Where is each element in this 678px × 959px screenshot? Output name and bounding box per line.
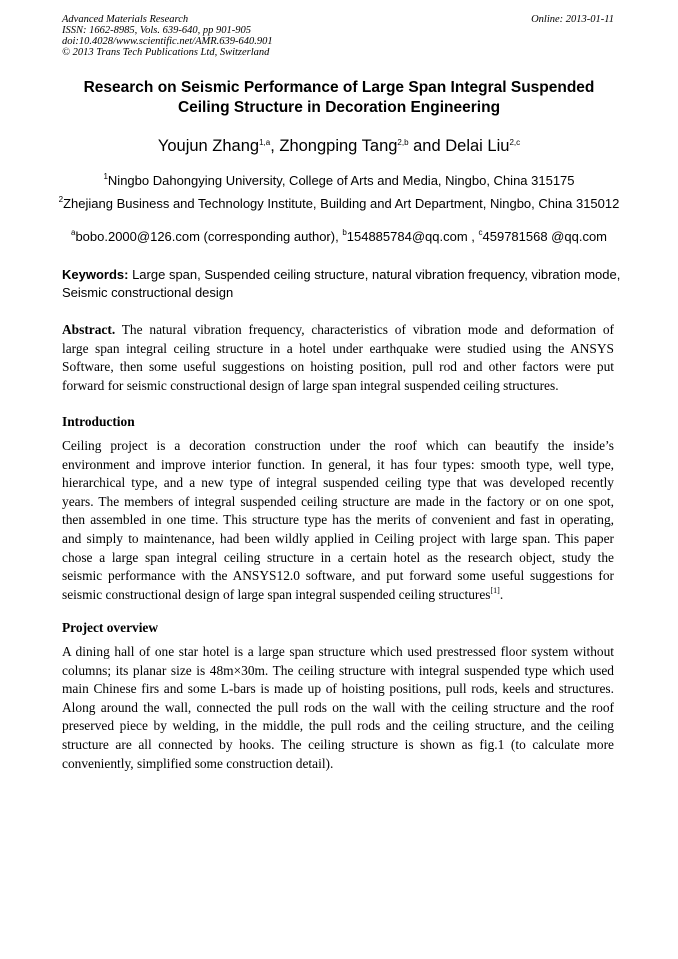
keywords xyxy=(62,266,621,302)
paper-title xyxy=(40,78,638,118)
doi: doi:10.4028/www.scientific.net/AMR.639-640.901 xyxy=(62,36,273,47)
body-line: hierarchical type, and a new type of integral suspended ceiling type that was developed recently xyxy=(62,475,614,491)
journal-name: Advanced Materials Research xyxy=(62,14,189,25)
abstract-line: Software, then some useful suggestions on hoisting position, pull rod and other factors were put xyxy=(62,359,614,375)
author-sup: 2,b xyxy=(397,138,409,147)
affiliation-sup: 1 xyxy=(103,172,108,181)
title-line: Ceiling Structure in Decoration Engineering xyxy=(177,99,501,116)
affiliation-2 xyxy=(0,196,678,211)
author-sep: and xyxy=(408,137,446,155)
title-line: Research on Seismic Performance of Large Span Integral Suspended xyxy=(83,79,595,96)
email-sup: a xyxy=(70,228,76,237)
body-line: years. The members of integral suspended ceiling structure are made in the factory or on one spot, xyxy=(62,493,614,509)
email: 459781568 @qq.com xyxy=(482,229,608,244)
keywords-label: Keywords: xyxy=(62,267,129,282)
journal-info xyxy=(62,14,273,58)
body-line: environment and improve interior function. In general, it has four types: smooth type, well type, xyxy=(62,456,614,472)
abstract-label: Abstract. xyxy=(62,322,116,337)
body-line: seismic constructional design of large span integral suspended ceiling structures xyxy=(62,586,491,602)
body-line: structure are all connected by hooks. The ceiling structure is shown as fig.1 (to calculate more xyxy=(62,736,614,752)
emails xyxy=(0,229,678,244)
issn: ISSN: 1662-8985, Vols. 639-640, pp 901-905 xyxy=(62,25,251,36)
author-name: Zhongping Tang xyxy=(279,137,398,155)
abstract-line: large span integral ceiling structure in a hotel under earthquake were studied using the ANSYS xyxy=(62,340,614,356)
body-line: chose a large span integral ceiling structure in a certain hotel as the research object, study the xyxy=(62,549,614,565)
email-sup: b xyxy=(342,228,347,237)
body-line: main Chinese firs and some L-bars is made up of hoisting positions, pull rods, keels and structures. xyxy=(62,681,614,697)
body-line: columns; its planar size is 48m×30m. The ceiling structure with integral suspended type which used xyxy=(62,662,614,678)
affiliation-sup: 2 xyxy=(58,195,64,204)
author-name: Youjun Zhang xyxy=(157,137,260,155)
email: bobo.2000@126.com (corresponding author), xyxy=(75,229,343,244)
copyright: © 2013 Trans Tech Publications Ltd, Switzerland xyxy=(62,47,270,58)
abstract-line: forward for seismic constructional design of large span integral suspended ceiling structures. xyxy=(62,377,559,393)
introduction-body xyxy=(62,437,614,604)
abstract xyxy=(62,321,614,395)
body-line: and simply to maintenance, had been wildly applied in Ceiling project with large span. This paper xyxy=(62,530,614,546)
author-sup: 1,a xyxy=(259,138,271,147)
affiliation-text: Zhejiang Business and Technology Institute, Building and Art Department, Ningbo, China 315012 xyxy=(63,196,620,211)
introduction-heading: Introduction xyxy=(62,414,135,429)
author-sep: , xyxy=(270,137,280,155)
project-overview-body xyxy=(62,643,614,773)
online-date: Online: 2013-01-11 xyxy=(531,14,614,25)
author-name: Delai Liu xyxy=(445,137,510,155)
citation[interactable]: [1] xyxy=(490,585,500,595)
period: . xyxy=(499,586,504,602)
body-line: preserved piece by welding, in the middle, the pull rods and the ceiling structure, and the ceiling xyxy=(62,718,614,734)
abstract-line: The natural vibration frequency, characteristics of vibration mode and deformation of xyxy=(115,322,614,337)
email: 154885784@qq.com , xyxy=(346,229,479,244)
affiliation-1 xyxy=(0,173,678,188)
body-line: then assembled in one time. This structure type has the merits of convenient and fast in operating, xyxy=(62,512,614,528)
affiliation-text: Ningbo Dahongying University, College of Arts and Media, Ningbo, China 315175 xyxy=(107,173,575,188)
body-line: Ceiling project is a decoration construction under the roof which can beautify the inside’s xyxy=(62,438,614,453)
keywords-line: Seismic constructional design xyxy=(62,285,234,300)
authors xyxy=(0,137,678,156)
project-overview-heading: Project overview xyxy=(62,620,159,635)
keywords-line: Large span, Suspended ceiling structure, natural vibration frequency, vibration mode, xyxy=(128,267,621,282)
email-sup: c xyxy=(478,228,483,237)
author-sup: 2,c xyxy=(509,138,521,147)
body-line: Along around the wall, connected the pull rods on the wall with the ceiling structure and the roof xyxy=(62,699,614,715)
body-line: A dining hall of one star hotel is a large span structure which used prestressed floor system without xyxy=(62,644,614,659)
body-line: seismic performance with the ANSYS12.0 software, and put forward some useful suggestions for xyxy=(62,568,614,584)
body-line: conveniently, simplified some construction detail). xyxy=(62,755,334,771)
